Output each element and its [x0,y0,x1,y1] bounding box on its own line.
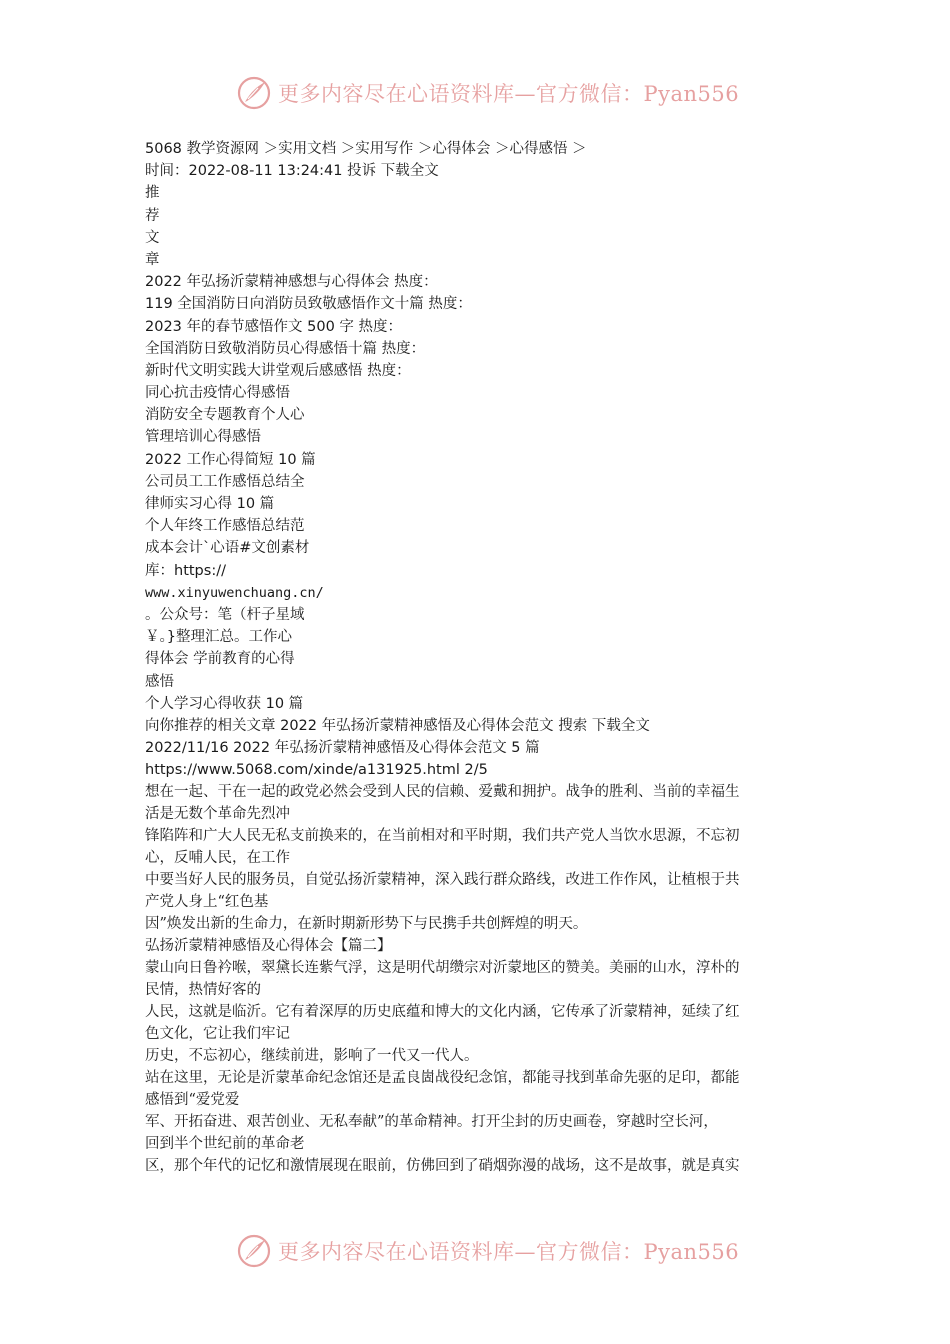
recommended-link[interactable]: 2022 年弘扬沂蒙精神感想与心得体会 热度： [145,274,438,291]
sidebar-heading-char: 荐 [145,207,160,224]
watermark-text: 更多内容尽在心语资料库—官方微信：Pyan556 [278,82,740,106]
recommended-link[interactable]: 个人学习心得收获 10 篇 [145,695,304,712]
recommended-link[interactable]: 律师实习心得 10 篇 [145,496,275,512]
body-line: 心，反哺人民，在工作 [145,850,290,867]
related-articles-bar[interactable]: 向你推荐的相关文章 2022 年弘扬沂蒙精神感悟及心得体会范文 搜索 下载全文 [145,717,650,734]
recommended-link[interactable]: 全国消防日致敬消防员心得感悟十篇 热度： [145,340,426,357]
leaf-pen-logo-icon [236,1233,272,1269]
body-line: 色文化，它让我们牢记 [145,1026,290,1043]
recommended-link[interactable]: 119 全国消防日向消防员致敬感悟作文十篇 热度： [145,296,472,313]
sidebar-heading-char: 章 [145,251,160,268]
noise-line: 得体会 学前教育的心得 [145,651,295,668]
body-line: 活是无数个革命先烈冲 [145,806,290,823]
body-line: 军、开拓奋进、艰苦创业、无私奉献”的革命精神。打开尘封的历史画卷，穿越时空长河， [145,1114,718,1131]
watermark-banner-bottom [0,1228,950,1274]
recommended-link[interactable]: 管理培训心得感悟 [145,429,261,446]
recommended-link[interactable]: 新时代文明实践大讲堂观后感感悟 热度： [145,362,411,379]
recommended-link[interactable]: 消防安全专题教育个人心 [145,407,305,424]
body-line: 因”焕发出新的生命力，在新时期新形势下与民携手共创辉煌的明天。 [145,916,588,933]
body-line: 站在这里，无论是沂蒙革命纪念馆还是孟良崮战役纪念馆，都能寻找到革命先驱的足印，都能 [145,1070,740,1087]
article-meta: 时间：2022-08-11 13:24:41 投诉 下载全文 [145,163,439,180]
sidebar-heading-char: 推 [145,185,160,202]
breadcrumb[interactable]: 5068 教学资源网 ＞实用文档 ＞实用写作 ＞心得体会 ＞心得感悟 ＞ [145,141,587,157]
leaf-pen-logo-icon [236,75,272,111]
noise-line: 感悟 [145,673,174,690]
noise-url: www.xinyuwenchuang.cn/ [145,584,324,601]
body-line: 蒙山向日鲁衿喉，翠黛长连紫气浮，这是明代胡缵宗对沂蒙地区的赞美。美丽的山水，淳朴的 [145,960,740,977]
document-body [145,138,810,1177]
noise-line: 库：https:// [145,562,226,579]
body-line: 锋陷阵和广大人民无私支前换来的，在当前相对和平时期，我们共产党人当饮水思源，不忘初 [145,828,740,845]
related-article-date: 2022/11/16 2022 年弘扬沂蒙精神感悟及心得体会范文 5 篇 [145,740,540,757]
body-line: 区，那个年代的记忆和激情展现在眼前，仿佛回到了硝烟弥漫的战场，这不是故事，就是真实 [145,1158,740,1175]
watermark-text: 更多内容尽在心语资料库—官方微信：Pyan556 [278,1240,740,1264]
body-line: 回到半个世纪前的革命老 [145,1136,305,1153]
recommended-link[interactable]: 2023 年的春节感悟作文 500 字 热度： [145,318,403,335]
recommended-link[interactable]: 2022 工作心得简短 10 篇 [145,451,316,468]
sidebar-heading-char: 文 [145,229,160,246]
noise-line: 成本会计`心语#文创素材 [145,540,310,557]
body-line: 民情，热情好客的 [145,982,261,999]
body-line: 中要当好人民的服务员，自觉弘扬沂蒙精神，深入践行群众路线，改进工作作风，让植根于共 [145,872,740,889]
noise-line: 。公众号：笔（杆子星域 [145,606,305,623]
body-line: 人民，这就是临沂。它有着深厚的历史底蕴和博大的文化内涵，它传承了沂蒙精神，延续了红 [145,1004,740,1021]
page-url: https://www.5068.com/xinde/a131925.html 2/5 [145,762,488,779]
noise-line: ￥。}整理汇总。工作心 [145,629,292,646]
watermark-banner-top [0,70,950,116]
body-line: 想在一起、干在一起的政党必然会受到人民的信赖、爱戴和拥护。战争的胜利、当前的幸福生 [145,784,740,801]
body-line: 产党人身上“红色基 [145,894,269,911]
recommended-link[interactable]: 同心抗击疫情心得感悟 [145,385,290,402]
body-line: 历史，不忘初心，继续前进，影响了一代又一代人。 [145,1048,479,1065]
recommended-link[interactable]: 个人年终工作感悟总结范 [145,518,305,535]
body-line: 感悟到“爱党爱 [145,1092,240,1109]
section-heading: 弘扬沂蒙精神感悟及心得体会【篇二】 [145,938,392,955]
recommended-link[interactable]: 公司员工工作感悟总结全 [145,473,305,490]
